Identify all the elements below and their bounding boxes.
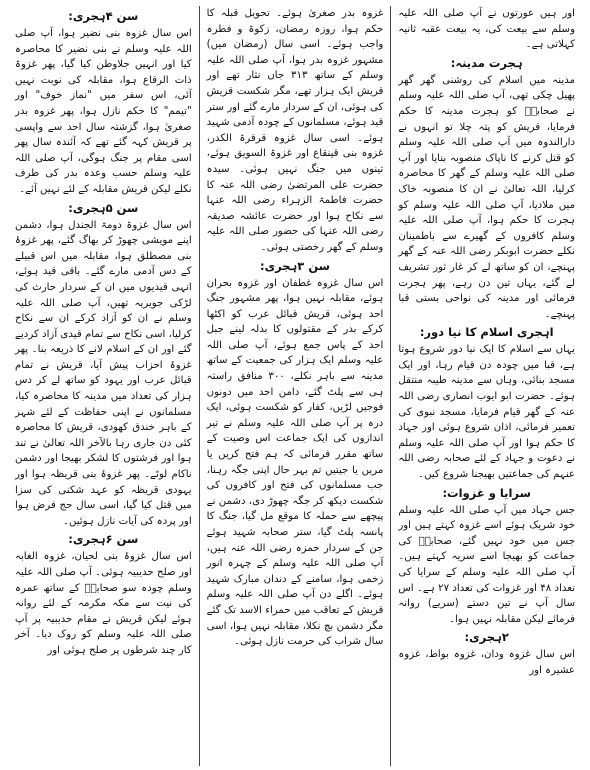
section-heading: سن ۳ہجری: [259, 258, 330, 273]
section-heading: ہجرت مدینہ: [450, 55, 523, 70]
section-heading: اہجری اسلام کا نیا دور: [419, 325, 554, 340]
section-heading: سن ۵ہجری: [68, 200, 139, 215]
paragraph: اس سال غزوۃ دومۃ الجندل ہوا، دشمن اپنے مویشی چھوڑ کر بھاگ گئے، پھر غزوۂ بنی مصطلق ہوا، مقابلہ میں اس قبیلے کے دس آدمی مارے گئے۔ باقی قید ہوئے، انہی قیدیوں میں ان کے سردار حارث کی لڑکی جویریہ تھیں، آپ صلی اللہ علیہ وسلم نے ان کو آزاد کرکے ان سے نکاح کرلیا، اسی نکاح سے تمام قیدی آزاد کردیے گئے اور ان کے اسلام لانے کا ذریعہ بنا۔ پھر غزوۂ احزاب پیش آیا، قریش نے تمام قبائل عرب اور یہود کو ساتھ لے کر دس ہزار کی تعداد میں مدینہ کا محاصرہ کیا، مسلمانوں نے اپنی حفاظت کے لئے شہر کے باہر خندق کھودی، قریش کا محاصرہ کئی دن جاری رہا بالآخر اللہ تعالیٰ نے تند ہوا اور فرشتوں کا لشکر بھیجا اور دشمن ناکام لوٹے۔ پھر غزوۂ بنی قریظہ ہوا اور یہودی قریظہ کو عہد شکنی کی سزا میں قتل کیا گیا، اسی سال حج فرض ہوا اور پردہ کی آیات نازل ہوئیں۔ [14, 219, 192, 527]
column-left [8, 6, 200, 766]
paragraph: اس سال غزوہ بنی نضیر ہوا، آپ صلی اللہ علیہ وسلم نے بنی نضیر کا محاصرہ کیا اور انہیں جلاوطن کیا گیا، پھر غزوۃ ذات الرقاع ہوا، مقابلہ کی نوبت نہیں آئی، اس سفر میں "نماز خوف" اور "تیمم" کا حکم نازل ہوا، پھر غزوہ بدر صغریٰ ہوا، گزشتہ سال احد سے واپسی پر قریش کہہ گئے تھے کہ آئندہ سال پھر اسی مقام پر جنگ ہوگی، آپ صلی اللہ علیہ وسلم حسب وعدہ بدر کی طرف نکلے لیکن قریش مقابلہ کے لئے نہیں آئے۔ [14, 28, 192, 195]
paragraph: اس سال غزوہ غطفان اور غزوہ بحران ہوئے، مقابلہ نہیں ہوا، پھر مشہور جنگ احد ہوئی، قریش قبائل عرب کو اکٹھا کرکے بدر کے مقتولوں کا بدلہ لینے جبل احد کے پاس جمع ہوئے، آپ صلی اللہ علیہ وسلم ایک ہزار کی جمعیت کے ساتھ مدینہ سے باہر نکلے، ۳۰۰ منافق راستہ ہی سے پلٹ گئے، دامن احد میں دونوں فوجیں لڑیں، کفار کو شکست ہوئی، ایک درہ پر آپ صلی اللہ علیہ وسلم نے تیر اندازوں کی ایک جماعت اس وصیت کے ساتھ مقرر فرمائی کہ ہم فتح کریں یا مریں یا جیتیں تم بہر حال اپنی جگہ رہنا، جب مسلمانوں کی فتح اور کافروں کی شکست دیکھ کر جگہ چھوڑ دی، دشمن نے پیچھے سے حملہ کا موقع مل گیا، جنگ کا پانسہ پلٹ گیا، ستر صحابہ شہید ہوئے جن کے سردار حمزہ رضی اللہ عنہ ہیں، آپ صلی اللہ علیہ وسلم کے چہرہ انور زخمی ہوا، سامنے کے دندان مبارک شہید ہوئے۔ اگلے دن آپ صلی اللہ علیہ وسلم قریش کے تعاقب میں حمراء الاسد تک گئے مگر دشمن بچ نکلا، مقابلہ نہیں ہوا، اسی سال شراب کی حرمت نازل ہوئی۔ [206, 277, 384, 648]
paragraph: غزوہ بدر صغریٰ ہوئے۔ تحویل قبلہ کا حکم ہوا، روزہ رمضان، زکوۃ و فطرہ واجب ہوئے۔ اسی سال (رمضان میں) مشہور غزوہ بدر ہوا، آپ صلی اللہ علیہ وسلم کے ساتھ ۳۱۳ جاں نثار تھے اور قریش ایک ہزار تھے، مگر شکست قریش کی ہوئی، ان کے سردار مارے گئے اور ستر قید ہوئے، مسلمانوں کے چودہ آدمی شہید ہوئے۔ اسی سال غزوہ قرقرۃ الکدر، غزوہ بنی قینقاع اور غزوۃ السویق ہوئے، تینوں میں جنگ نہیں ہوئی۔ سیدہ حضرت علی المرتضیٰ رضی اللہ عنہ کا حضرت فاطمۃ الزہراء رضی اللہ عنہا سے نکاح ہوا اور حضرت عائشہ صدیقہ رضی اللہ عنہا کی حضور صلی اللہ علیہ وسلم کے گھر رخصتی ہوئی۔ [206, 8, 384, 253]
column-middle [200, 6, 392, 766]
section-heading: ۲ہجری: [464, 630, 509, 645]
column-right [391, 6, 582, 766]
section-heading: سرایا و غزوات: [442, 485, 531, 500]
section-heading: سن ۴ہجری: [68, 9, 139, 23]
paragraph: جس جہاد میں آپ صلی اللہ علیہ وسلم خود شریک ہوئے اسے غزوہ کہتے ہیں اور جس میں خود نہیں گئے، صحابہؓ کی جماعت کو بھیجا اسے سریہ کہتے ہیں۔ آپ صلی اللہ علیہ وسلم کے سرایا کی تعداد ۴۸ اور غزوات کی تعداد ۲۷ ہے۔ اس سال آپ نے تین دستے (سریے) روانہ فرمائے لیکن مقابلہ نہیں ہوا۔ [398, 504, 575, 625]
paragraph: یہاں سے اسلام کا ایک نیا دور شروع ہوتا ہے، قبا میں چودہ دن قیام رہا، اور ایک مسجد بنائی، وہاں سے مدینہ طیبہ منتقل ہوئے۔ حضرت ابو ایوب انصاری رضی اللہ عنہ کے گھر قیام فرمایا، مسجد نبوی کی تعمیر فرمائی، اذان شروع ہوئی اور جہاد کا حکم ہوا اور آپ صلی اللہ علیہ وسلم نے دعوت و جہاد کے لئے صحابہ رضی اللہ عنہم کی جماعتیں بھیجنا شروع کیں۔ [398, 344, 575, 481]
paragraph: مدینہ میں اسلام کی روشنی گھر گھر پھیل چکی تھی، آپ صلی اللہ علیہ وسلم نے صحابہؓ کو ہجرت مدینہ کا حکم فرمایا، قریش کو پتہ چلا تو انہوں نے دارالندوہ میں آپ صلی اللہ علیہ وسلم کو قتل کرنے کا ناپاک منصوبہ بنایا اور آپ صلی اللہ علیہ وسلم کے گھر کا محاصرہ کرلیا، اللہ تعالیٰ نے ان کا منصوبہ خاک میں ملادیا، آپ صلی اللہ علیہ وسلم کو ہجرت کا حکم ہوا، آپ صلی اللہ علیہ وسلم کافروں کے گھیرے سے باطمینان نکلے حضرت ابوبکر رضی اللہ عنہ کے گھر پہنچے، ان کو ساتھ لے کر غار ثور تشریف لے گئے، یہاں تین دن رہے، پھر ہجرت فرمائی اور مدینہ کی نواحی بستی قبا پہنچے۔ [398, 74, 575, 320]
paragraph: اس سال غزوہ ودان، غزوہ بواط، غزوہ عشیرہ اور [398, 649, 575, 676]
paragraph: اور ہیں عورتوں نے آپ صلی اللہ علیہ وسلم سے بیعت کی، یہ بیعت عقبہ ثانیہ کہلاتی ہے۔ [398, 8, 575, 51]
section-heading: سن ۶ہجری: [68, 532, 139, 547]
paragraph: اس سال غزوۂ بنی لحیان، غزوہ الغابہ اور صلح حدیبیہ ہوئی۔ آپ صلی اللہ علیہ وسلم چودہ سو صحابہؓ کے ساتھ عمرہ کی نیت سے مکہ مکرمہ کے لئے روانہ ہوئے لیکن قریش نے مقام حدیبیہ پر آپ صلی اللہ علیہ وسلم کو روک دیا۔ آخر کار چند شرطوں پر صلح ہوئی اور [14, 551, 192, 656]
